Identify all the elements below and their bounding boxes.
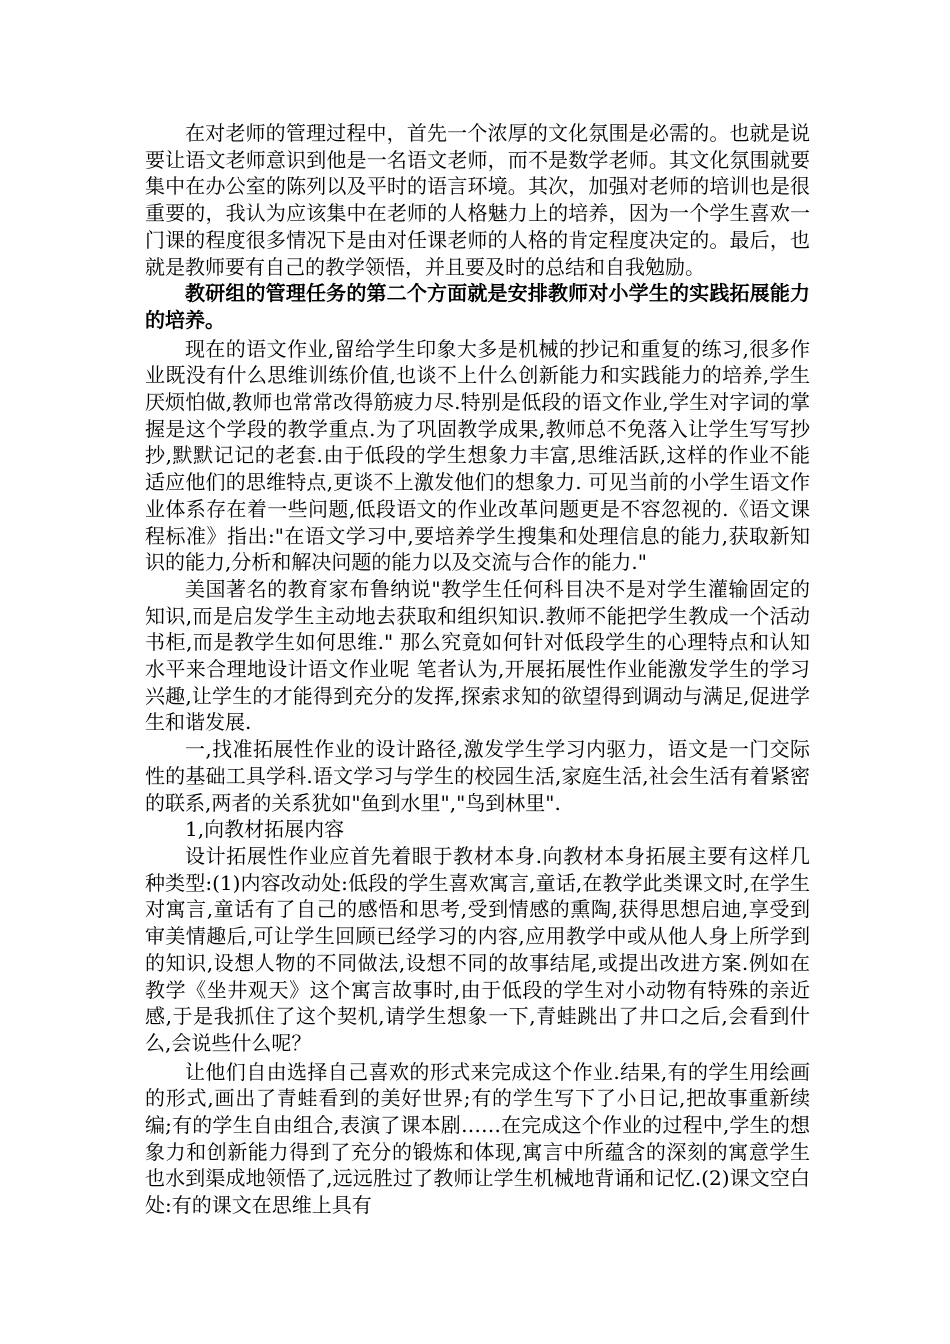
document-body xyxy=(145,120,810,1219)
paragraph-textbook-extension: 设计拓展性作业应首先着眼于教材本身.向教材本身拓展主要有这样几种类型:(1)内容改动处:低段的学生喜欢寓言,童话,在教学此类课文时,在学生对寓言,童话有了自己的感悟和思考,受到情感的熏陶,获得思想启迪,享受到审美情趣后,可让学生回顾已经学习的内容,应用教学中或从他人身上所学到的知识,设想人物的不同做法,设想不同的故事结尾,或提出改进方案.例如在教学《坐井观天》这个寓言故事时,由于低段的学生对小动物有特殊的亲近感,于是我抓住了这个契机,请学生想象一下,青蛙跳出了井口之后,会看到什么,会说些什么呢？ xyxy=(145,843,810,1055)
section-heading: 教研组的管理任务的第二个方面就是安排教师对小学生的实践拓展能力的培养。 xyxy=(145,281,810,332)
paragraph-teacher-management: 在对老师的管理过程中，首先一个浓厚的文化氛围是必需的。也就是说要让语文老师意识到他是一名语文老师，而不是数学老师。其文化氛围就要集中在办公室的陈列以及平时的语言环境。其次，加强对老师的培训也是很重要的，我认为应该集中在老师的人格魅力上的培养，因为一个学生喜欢一门课的程度很多情况下是由对任课老师的人格的肯定程度决定的。最后，也就是教师要有自己的教学领悟，并且要及时的总结和自我勉励。 xyxy=(145,121,810,279)
paragraph-homework-problems: 现在的语文作业,留给学生印象大多是机械的抄记和重复的练习,很多作业既没有什么思维训练价值,也谈不上什么创新能力和实践能力的培养,学生厌烦怕做,教师也常常改得筋疲力尽.特别是低段的语文作业,学生对字词的掌握是这个学段的教学重点.为了巩固教学成果,教师总不免落入让学生写写抄抄,默默记记的老套.由于低段的学生想象力丰富,思维活跃,这样的作业不能适应他们的思维特点,更谈不上激发他们的想象力. 可见当前的小学生语文作业体系存在着一些问题,低段语文的作业改革问题更是不容忽视的.《语文课程标准》指出:"在语文学习中,要培养学生搜集和处理信息的能力,获取新知识的能力,分析和解决问题的能力以及交流与合作的能力." xyxy=(145,336,810,575)
paragraph-design-path: 一,找准拓展性作业的设计路径,激发学生学习内驱力，语文是一门交际性的基础工具学科.语文学习与学生的校园生活,家庭生活,社会生活有着紧密的联系,两者的关系犹如"鱼到水里","鸟到林里". xyxy=(145,737,810,815)
paragraph-bruner-quote: 美国著名的教育家布鲁纳说"教学生任何科目决不是对学生灌输固定的知识,而是启发学生主动地去获取和组织知识.教师不能把学生教成一个活动书柜,而是教学生如何思维." 那么究竟如何针对低段学生的心理特点和认知水平来合理地设计语文作业呢 笔者认为,开展拓展性作业能激发学生的学习兴趣,让学生的才能得到充分的发挥,探索求知的欲望得到调动与满足,促进学生和谐发展. xyxy=(145,576,810,735)
subheading-textbook-extension: 1,向教材拓展内容 xyxy=(185,817,345,842)
paragraph-free-choice: 让他们自由选择自己喜欢的形式来完成这个作业.结果,有的学生用绘画的形式,画出了青蛙看到的美好世界;有的学生写下了小日记,把故事重新续编;有的学生自由组合,表演了课本剧……在完成这个作业的过程中,学生的想象力和创新能力得到了充分的锻炼和体现,寓言中所蕴含的深刻的寓意学生也水到渠成地领悟了,远远胜过了教师让学生机械地背诵和记忆.(2)课文空白处:有的课文在思维上具有 xyxy=(145,1059,810,1218)
